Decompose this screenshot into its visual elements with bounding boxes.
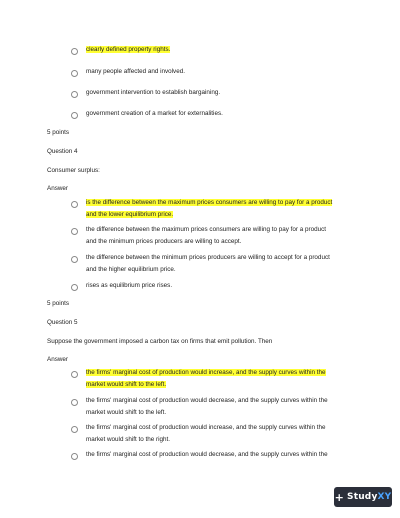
q5-prompt: Suppose the government imposed a carbon tax on firms that emit pollution. Then <box>47 338 273 345</box>
option-text: government creation of a market for externalities. <box>86 110 223 117</box>
option-text-line: the difference between the minimum prices producers are willing to accept for a product <box>86 254 330 261</box>
radio-button[interactable] <box>71 371 78 378</box>
radio-button[interactable] <box>71 284 78 291</box>
option-text-line: the difference between the maximum prices consumers are willing to pay for a product <box>86 226 326 233</box>
q5-points: 5 points <box>47 300 70 307</box>
q5-answer-label: Answer <box>47 356 68 363</box>
radio-button[interactable] <box>71 91 78 98</box>
logo-text-study: Study <box>347 492 378 502</box>
radio-button[interactable] <box>71 426 78 433</box>
option-text: government intervention to establish bargaining. <box>86 89 221 96</box>
option-text: many people affected and involved. <box>86 68 185 75</box>
q4-title: Question 4 <box>47 148 78 155</box>
radio-button[interactable] <box>71 70 78 77</box>
radio-button[interactable] <box>71 399 78 406</box>
radio-button[interactable] <box>71 112 78 119</box>
radio-button[interactable] <box>71 201 78 208</box>
option-text-line: the firms' marginal cost of production would decrease, and the supply curves within the <box>86 397 328 404</box>
option-text-line: the firms' marginal cost of production would increase, and the supply curves within the <box>86 424 326 431</box>
radio-button[interactable] <box>71 453 78 460</box>
q5-title: Question 5 <box>47 319 78 326</box>
option-text-line: the firms' marginal cost of production would increase, and the supply curves within the <box>86 369 326 376</box>
plus-icon: + <box>334 490 345 504</box>
q4-answer-label: Answer <box>47 185 68 192</box>
radio-button[interactable] <box>71 256 78 263</box>
q4-prompt: Consumer surplus: <box>47 167 100 174</box>
option-text-line: market would shift to the left. <box>86 409 167 416</box>
option-text-line: the firms' marginal cost of production would decrease, and the supply curves within the <box>86 451 328 458</box>
option-text-line: market would shift to the left. <box>86 381 167 388</box>
option-text-line: and the lower equilibrium price. <box>86 211 174 218</box>
option-text-line: rises as equilibrium price rises. <box>86 282 173 289</box>
radio-button[interactable] <box>71 48 78 55</box>
option-text: clearly defined property rights. <box>86 46 171 53</box>
option-text-line: and the higher equilibrium price. <box>86 266 176 273</box>
option-text-line: and the minimum prices producers are willing to accept. <box>86 238 242 245</box>
option-text-line: is the difference between the maximum prices consumers are willing to pay for a product <box>86 199 333 206</box>
option-text-line: market would shift to the right. <box>86 436 170 443</box>
q4-points: 5 points <box>47 129 70 136</box>
logo-text-xy: XY <box>377 492 392 502</box>
radio-button[interactable] <box>71 228 78 235</box>
studyxy-logo <box>334 487 392 507</box>
